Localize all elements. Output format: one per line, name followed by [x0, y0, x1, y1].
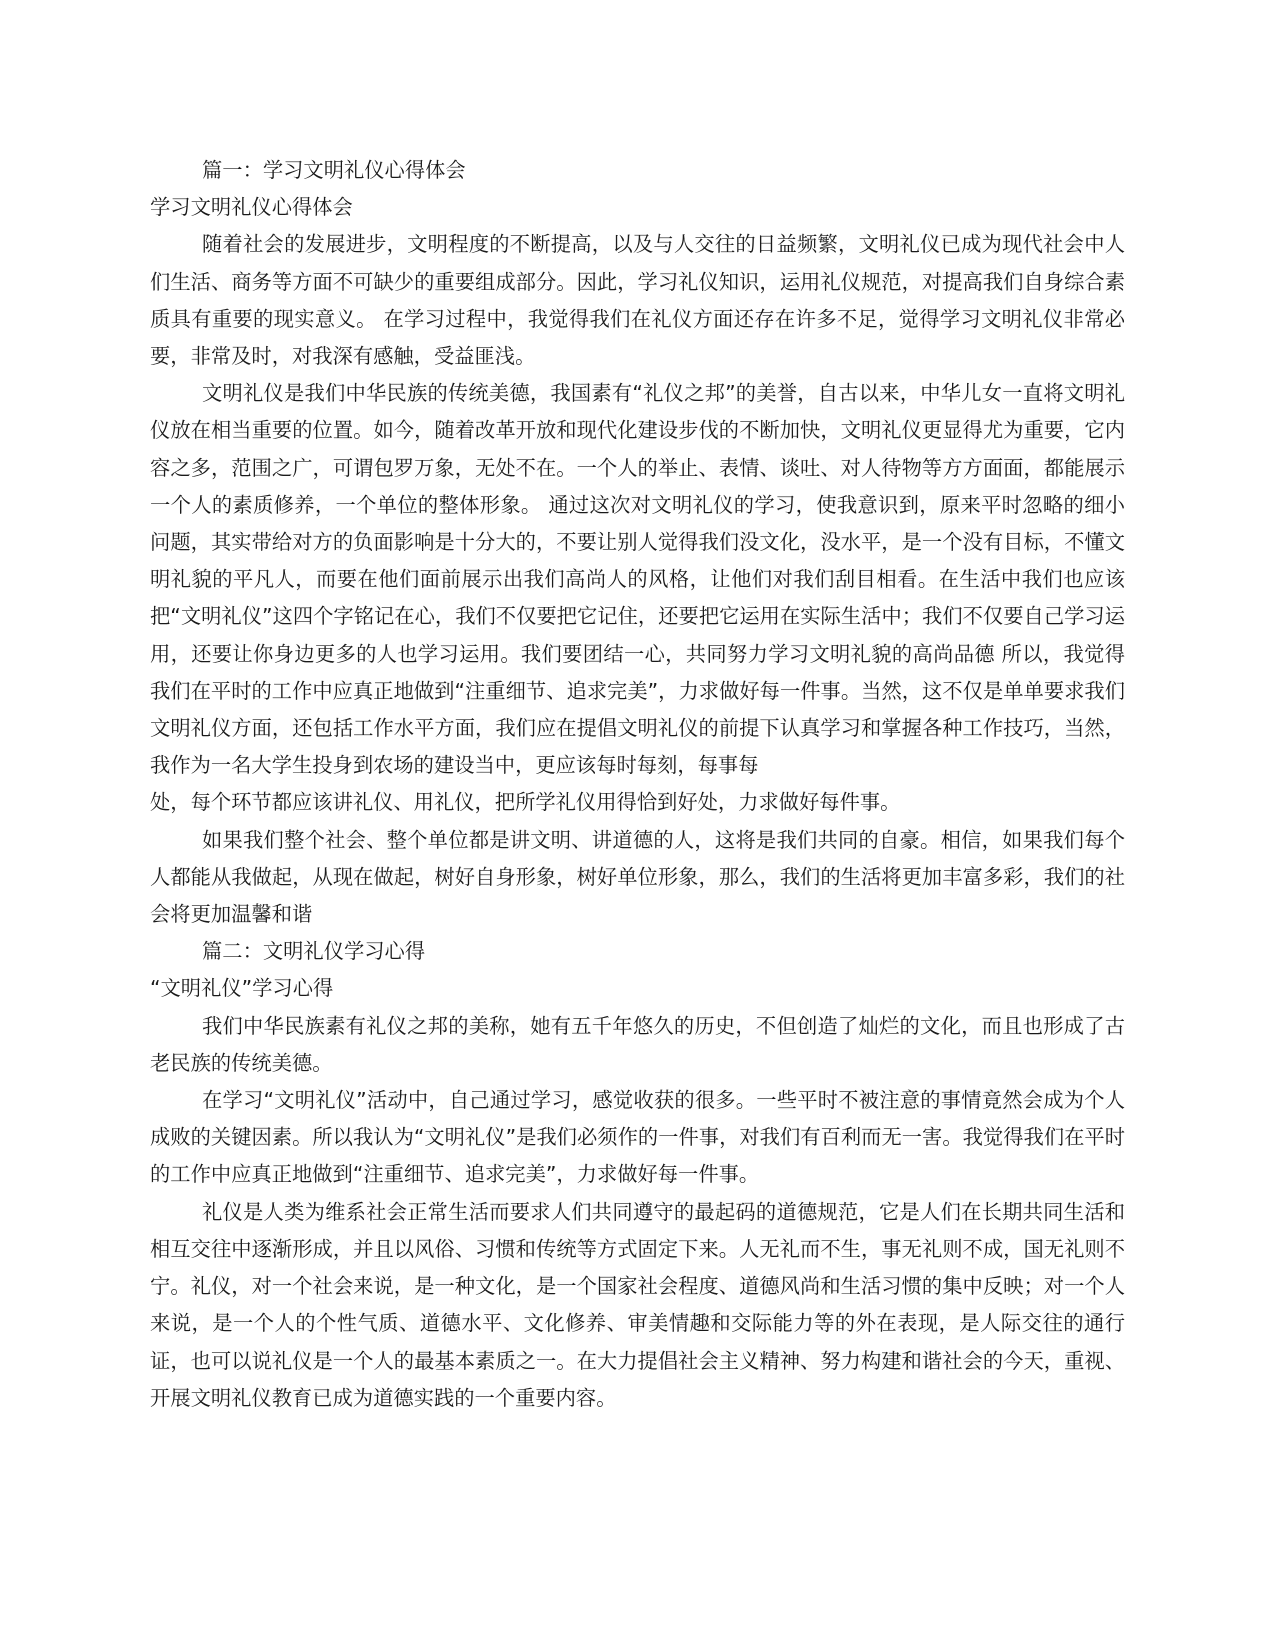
- paragraph: 在学习“文明礼仪”活动中，自己通过学习，感觉收获的很多。一些平时不被注意的事情竟然会成为个人成败的关键因素。所以我认为“文明礼仪”是我们必须作的一件事，对我们有百利而无一害。我觉得我们在平时的工作中应真正地做到“注重细节、追求完美”，力求做好每一件事。: [150, 1088, 1125, 1187]
- section-title-1: 学习文明礼仪心得体会: [150, 195, 353, 220]
- section-title-2: “文明礼仪”学习心得: [150, 976, 334, 1001]
- document-page: [150, 152, 1125, 1417]
- paragraph: 我们中华民族素有礼仪之邦的美称，她有五千年悠久的历史，不但创造了灿烂的文化，而且也形成了古老民族的传统美德。: [150, 1013, 1125, 1075]
- section-heading-1: 篇一：学习文明礼仪心得体会: [202, 158, 466, 182]
- paragraph: 随着社会的发展进步，文明程度的不断提高，以及与人交往的日益频繁，文明礼仪已成为现代社会中人们生活、商务等方面不可缺少的重要组成部分。因此，学习礼仪知识，运用礼仪规范，对提高我们自身综合素质具有重要的现实意义。 在学习过程中，我觉得我们在礼仪方面还存在许多不足，觉得学习文明礼仪非常必要，非常及时，对我深有感触，受益匪浅。: [150, 232, 1125, 369]
- paragraph: 如果我们整个社会、整个单位都是讲文明、讲道德的人，这将是我们共同的自豪。相信，如果我们每个人都能从我做起，从现在做起，树好自身形象，树好单位形象，那么，我们的生活将更加丰富多彩，我们的社会将更加温馨和谐: [150, 827, 1125, 927]
- section-heading-2: 篇二：文明礼仪学习心得: [202, 939, 426, 964]
- paragraph: 礼仪是人类为维系社会正常生活而要求人们共同遵守的最起码的道德规范，它是人们在长期共同生活和相互交往中逐渐形成，并且以风俗、习惯和传统等方式固定下来。人无礼而不生，事无礼则不成，国无礼则不宁。礼仪，对一个社会来说，是一种文化，是一个国家社会程度、道德风尚和生活习惯的集中反映；对一个人来说，是一个人的个性气质、道德水平、文化修养、审美情趣和交际能力等的外在表现，是人际交往的通行证，也可以说礼仪是一个人的最基本素质之一。在大力提倡社会主义精神、努力构建和谐社会的今天，重视、开展文明礼仪教育已成为道德实践的一个重要内容。: [150, 1199, 1125, 1410]
- paragraph-continuation: 处，每个环节都应该讲礼仪、用礼仪，把所学礼仪用得恰到好处，力求做好每件事。: [150, 790, 901, 815]
- paragraph: 文明礼仪是我们中华民族的传统美德，我国素有“礼仪之邦”的美誉，自古以来，中华儿女一直将文明礼仪放在相当重要的位置。如今，随着改革开放和现代化建设步伐的不断加快，文明礼仪更显得尤为重要，它内容之多，范围之广，可谓包罗万象，无处不在。一个人的举止、表情、谈吐、对人待物等方方面面，都能展示一个人的素质修养，一个单位的整体形象。 通过这次对文明礼仪的学习，使我意识到，原来平时忽略的细小问题，其实带给对方的负面影响是十分大的，不要让别人觉得我们没文化，没水平，是一个没有目标，不懂文明礼貌的平凡人，而要在他们面前展示出我们高尚人的风格，让他们对我们刮目相看。在生活中我们也应该把“文明礼仪”这四个字铭记在心，我们不仅要把它记住，还要把它运用在实际生活中；我们不仅要自己学习运用，还要让你身边更多的人也学习运用。我们要团结一心，共同努力学习文明礼貌的高尚品德 所以，我觉得我们在平时的工作中应真正地做到“注重细节、追求完美”，力求做好每一件事。当然，这不仅是单单要求我们文明礼仪方面，还包括工作水平方面，我们应在提倡文明礼仪的前提下认真学习和掌握各种工作技巧，当然，我作为一名大学生投身到农场的建设当中，更应该每时每刻，每事每: [150, 381, 1125, 778]
